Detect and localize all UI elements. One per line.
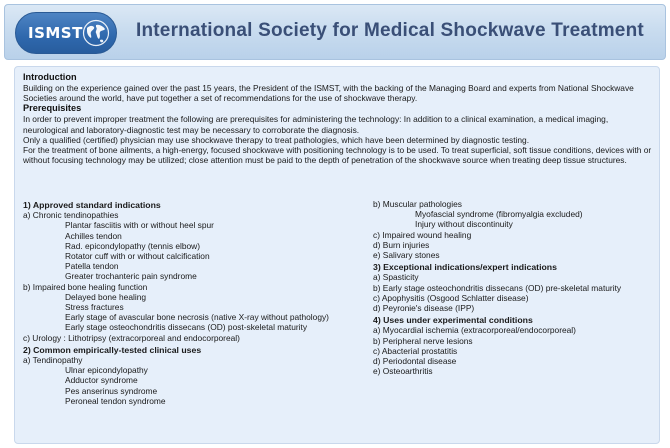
list-item: b) Peripheral nerve lesions (373, 335, 473, 346)
list-subitem: Achilles tendon (65, 230, 122, 241)
list-subitem: Pes anserinus syndrome (65, 385, 158, 396)
list-subitem: Injury without discontinuity (415, 219, 513, 230)
prerequisites-paragraph: Only a qualified (certified) physician may use shockwave therapy to treat pathologies, which have been determined by diagnostic testing. (23, 134, 530, 145)
intro-section (23, 72, 655, 165)
prerequisites-paragraph: In order to prevent improper treatment the following are prerequisites for administering the technology: In addition to a clinical examination, a medical imaging, neurological and laboratory-diagnostic test may be necessary to corroborate the diagnosis. (23, 114, 609, 135)
list-item: c) Abacterial prostatitis (373, 345, 458, 356)
ismst-logo (15, 12, 117, 54)
section-heading: 1) Approved standard indications (23, 200, 161, 210)
list-subitem: Patella tendon (65, 261, 119, 272)
list-item: c) Apophysitis (Osgood Schlatter disease) (373, 292, 529, 303)
list-item: b) Impaired bone healing function (23, 281, 148, 292)
list-subitem: Myofascial syndrome (fibromyalgia excluded) (415, 209, 583, 220)
list-subitem: Ulnar epicondylopathy (65, 365, 148, 376)
list-item: a) Chronic tendinopathies (23, 210, 119, 221)
list-subitem: Rad. epicondylopathy (tennis elbow) (65, 240, 201, 251)
list-subitem: Peroneal tendon syndrome (65, 395, 166, 406)
header-banner (4, 4, 666, 60)
list-item: b) Early stage osteochondritis dissecans (OD) pre-skeletal maturity (373, 282, 622, 293)
right-column (373, 199, 658, 376)
list-item: c) Impaired wound healing (373, 229, 472, 240)
list-item: e) Salivary stones (373, 250, 440, 261)
list-item: e) Osteoarthritis (373, 366, 433, 377)
page-title: International Society for Medical Shockwave Treatment (136, 20, 644, 41)
introduction-text: Building on the experience gained over the past 15 years, the President of the ISMST, with the backing of the Managing Board and experts from National Shockwave Societies around the world, have put together a set of recommendations for the use of shockwave therapy. (23, 83, 634, 104)
list-subitem: Stress fractures (65, 302, 124, 313)
list-subitem: Plantar fasciitis with or without heel spur (65, 220, 214, 231)
list-item: d) Periodontal disease (373, 356, 457, 367)
section-heading: 2) Common empirically-tested clinical uses (23, 344, 202, 355)
list-item: a) Tendinopathy (23, 355, 83, 366)
prerequisites-paragraph: For the treatment of bone ailments, a high-energy, focused shockwave with positioning technology is to be used. To treat superficial, soft tissue conditions, devices with or without focusing technology may be utilized; close attention must be paid to the depth of penetration of the shockwave source when treating deep tissue structures. (23, 145, 652, 166)
list-item: c) Urology : Lithotripsy (extracorporeal and endocorporeal) (23, 332, 240, 343)
list-item: a) Spasticity (373, 272, 419, 283)
list-subitem: Adductor syndrome (65, 375, 138, 386)
left-column (23, 200, 373, 406)
list-item: a) Myocardial ischemia (extracorporeal/endocorporeal) (373, 325, 576, 336)
list-subitem: Greater trochanteric pain syndrome (65, 271, 197, 282)
section-heading: 4) Uses under experimental conditions (373, 315, 533, 326)
logo-text: ISMST (28, 24, 83, 42)
list-item: d) Peyronie's disease (IPP) (373, 303, 475, 314)
prerequisites-heading: Prerequisites (23, 103, 82, 114)
world-map-icon (82, 19, 110, 47)
list-item: d) Burn injuries (373, 239, 430, 250)
recommendations-panel (14, 66, 660, 444)
list-subitem: Delayed bone healing (65, 291, 147, 302)
introduction-heading: Introduction (23, 72, 77, 82)
list-item: b) Muscular pathologies (373, 199, 462, 209)
list-subitem: Rotator cuff with or without calcification (65, 251, 210, 262)
list-subitem: Early stage of avascular bone necrosis (native X-ray without pathology) (65, 312, 329, 323)
section-heading: 3) Exceptional indications/expert indications (373, 262, 557, 273)
list-subitem: Early stage osteochondritis dissecans (OD) post-skeletal maturity (65, 322, 308, 333)
